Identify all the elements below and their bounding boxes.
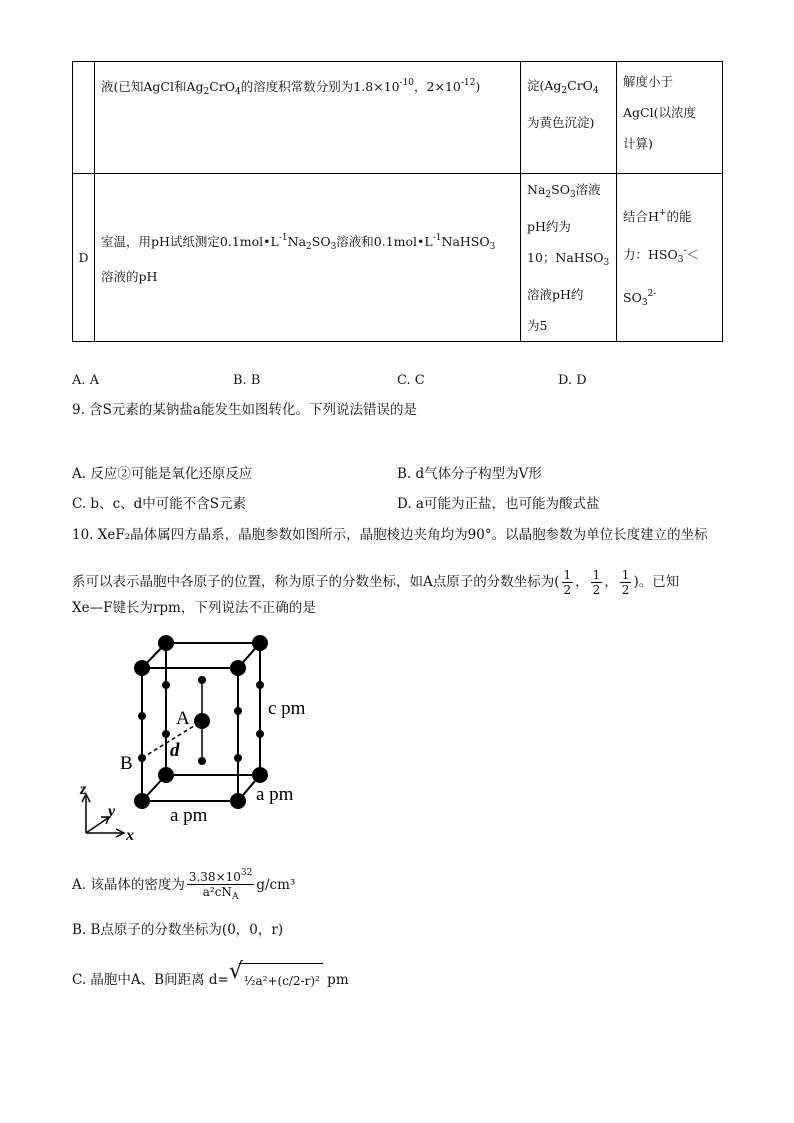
experiment-content bbox=[95, 174, 521, 342]
text-segment: -12 bbox=[460, 78, 476, 88]
fraction-half: $\frac{1}{2}$ bbox=[592, 568, 601, 597]
density-fraction bbox=[187, 869, 255, 902]
q10-option-c[interactable] bbox=[72, 958, 349, 999]
text-line bbox=[527, 211, 610, 242]
q10-line2-suffix: )。已知 bbox=[633, 574, 680, 590]
q9-option-a[interactable]: A. 反应②可能是氧化还原反应 bbox=[72, 466, 253, 482]
text-segment: 溶液的pH bbox=[101, 269, 158, 284]
text-segment: 3 bbox=[330, 242, 337, 252]
text-segment: 为黄色沉淀) bbox=[527, 115, 595, 130]
choice-a[interactable]: A. A bbox=[72, 373, 100, 388]
crystal-cell-figure bbox=[70, 628, 330, 848]
text-segment: 溶液和0.1mol•L bbox=[336, 234, 433, 249]
label-b: B bbox=[120, 753, 133, 774]
q10-option-a[interactable] bbox=[72, 863, 295, 907]
conclusion-cell bbox=[617, 174, 723, 342]
text-segment: 3 bbox=[489, 242, 496, 252]
density-numerator: 3.38×10 bbox=[188, 870, 241, 884]
text-segment: 3 bbox=[677, 254, 684, 265]
text-segment: 的能 bbox=[666, 208, 692, 224]
experiment-table bbox=[72, 61, 723, 342]
text-segment: 2 bbox=[545, 190, 552, 200]
text-line bbox=[527, 310, 610, 341]
q10-option-c-prefix: C. 晶胞中A、B间距离 d= bbox=[72, 972, 229, 988]
option-c-unit: pm bbox=[327, 972, 349, 988]
text-segment: 3 bbox=[603, 258, 610, 268]
text-line bbox=[623, 234, 716, 277]
text-segment: 2 bbox=[306, 242, 312, 252]
text-segment: SO bbox=[623, 289, 642, 305]
text-segment: -1 bbox=[432, 233, 442, 243]
text-segment: 计算) bbox=[623, 136, 653, 151]
text-segment: NaHSO bbox=[441, 234, 490, 249]
text-segment: SO bbox=[551, 182, 570, 197]
text-segment: - bbox=[683, 245, 687, 256]
text-segment: AgCl(以浓度 bbox=[623, 105, 696, 120]
text-line bbox=[101, 223, 514, 262]
q9-option-c[interactable]: C. b、c、d中可能不含S元素 bbox=[72, 496, 247, 512]
axes-icon bbox=[82, 794, 124, 837]
text-segment: 2 bbox=[561, 86, 568, 96]
text-segment: pH约为 bbox=[527, 219, 571, 234]
label-a: A bbox=[176, 708, 190, 729]
density-unit: g/cm³ bbox=[256, 877, 296, 893]
axis-y-label: y bbox=[108, 803, 116, 820]
table-row bbox=[73, 62, 723, 174]
text-segment: 液(已知AgCl和Ag bbox=[101, 79, 204, 94]
row-label: D bbox=[73, 174, 95, 342]
text-segment: 4 bbox=[235, 87, 241, 97]
fraction-half: $\frac{1}{2}$ bbox=[621, 568, 630, 597]
text-segment: -1 bbox=[278, 233, 288, 243]
density-exponent: 32 bbox=[240, 868, 253, 878]
sqrt-expression-text: ½a²+(c/2-r)² bbox=[243, 973, 320, 988]
axis-x-label: x bbox=[126, 827, 134, 844]
text-line bbox=[101, 262, 514, 292]
choice-d[interactable]: D. D bbox=[558, 373, 587, 388]
text-segment: ) bbox=[475, 79, 481, 94]
text-line bbox=[527, 70, 610, 107]
text-line bbox=[623, 97, 716, 128]
atom-b bbox=[138, 754, 146, 762]
q9-option-d[interactable]: D. a可能为正盐，也可能为酸式盐 bbox=[397, 496, 600, 512]
text-line bbox=[623, 66, 716, 97]
phenomenon-cell bbox=[521, 174, 617, 342]
choice-c[interactable]: C. C bbox=[397, 373, 425, 388]
q10-line3: Xe—F键长为rpm，下列说法不正确的是 bbox=[72, 600, 316, 616]
text-segment: 为5 bbox=[527, 318, 548, 333]
text-segment: 淀(Ag bbox=[527, 78, 562, 93]
text-line bbox=[527, 242, 610, 279]
text-segment: 3 bbox=[569, 190, 576, 200]
q10-option-a-prefix: A. 该晶体的密度为 bbox=[72, 877, 185, 893]
text-segment: 10；NaHSO bbox=[527, 250, 604, 265]
experiment-content bbox=[95, 62, 521, 174]
density-denominator-subscript: A bbox=[231, 892, 239, 902]
label-c-pm: c pm bbox=[268, 698, 306, 719]
atom-a bbox=[194, 713, 210, 729]
text-line bbox=[527, 174, 610, 211]
text-segment: CrO bbox=[567, 78, 593, 93]
row-label bbox=[73, 62, 95, 174]
sqrt-expression: √ ½a²+(c/2-r)² bbox=[229, 963, 323, 999]
label-d: d bbox=[170, 740, 180, 761]
text-segment: 解度小于 bbox=[623, 74, 674, 89]
text-segment: Na bbox=[287, 234, 307, 249]
text-segment: 溶液pH约 bbox=[527, 287, 584, 302]
text-segment: + bbox=[658, 207, 667, 218]
q10-line2: 系可以表示晶胞中各原子的位置，称为原子的分数坐标，如A点原子的分数坐标为( $\frac{1}{2}$ ， $\frac{1}{2}$ ， $\frac{1}{2}$ )。已知 bbox=[72, 568, 680, 597]
text-line bbox=[527, 107, 610, 138]
text-segment: 的溶度积常数分别为1.8×10 bbox=[240, 79, 400, 94]
text-segment: 4 bbox=[592, 86, 599, 96]
q10-option-b[interactable]: B. B点原子的分数坐标为(0，0，r) bbox=[72, 922, 284, 938]
text-segment: 力：HSO bbox=[623, 246, 678, 262]
corner-atoms bbox=[134, 635, 268, 809]
text-segment: Na bbox=[527, 182, 546, 197]
q9-option-b[interactable]: B. d气体分子构型为V形 bbox=[397, 466, 542, 482]
choice-b[interactable]: B. B bbox=[233, 373, 261, 388]
q10-line1: 10. XeF₂晶体属四方晶系，晶胞参数如图所示，晶胞棱边夹角均为90°。以晶胞参数为单位长度建立的坐标 bbox=[72, 527, 708, 543]
text-segment: 室温，用pH试纸测定0.1mol•L bbox=[101, 234, 279, 249]
axis-z-label: z bbox=[80, 781, 87, 798]
text-line bbox=[623, 196, 716, 234]
text-segment: ，2×10 bbox=[414, 79, 461, 94]
text-segment: 结合H bbox=[623, 208, 659, 224]
phenomenon-cell bbox=[521, 62, 617, 174]
text-line bbox=[623, 277, 716, 320]
text-segment: 3 bbox=[641, 297, 648, 308]
text-line bbox=[527, 279, 610, 310]
text-line bbox=[623, 128, 716, 159]
fraction-half: $\frac{1}{2}$ bbox=[563, 568, 572, 597]
text-segment: 2- bbox=[647, 288, 657, 299]
text-segment: ＜ bbox=[686, 246, 700, 262]
conclusion-cell bbox=[617, 62, 723, 174]
text-segment: CrO bbox=[209, 79, 236, 94]
table-row bbox=[73, 174, 723, 342]
text-segment: 2 bbox=[203, 87, 210, 97]
q10-line2-prefix: 系可以表示晶胞中各原子的位置，称为原子的分数坐标，如A点原子的分数坐标为( bbox=[72, 574, 560, 590]
text-segment: 溶液 bbox=[575, 182, 601, 197]
text-segment: SO bbox=[311, 234, 331, 249]
q9-stem: 9. 含S元素的某钠盐a能发生如图转化。下列说法错误的是 bbox=[72, 402, 417, 418]
label-a-pm-bottom: a pm bbox=[170, 805, 208, 826]
density-denominator: a²cN bbox=[202, 885, 232, 899]
label-a-pm-side: a pm bbox=[256, 784, 294, 805]
text-segment: -10 bbox=[399, 78, 415, 88]
